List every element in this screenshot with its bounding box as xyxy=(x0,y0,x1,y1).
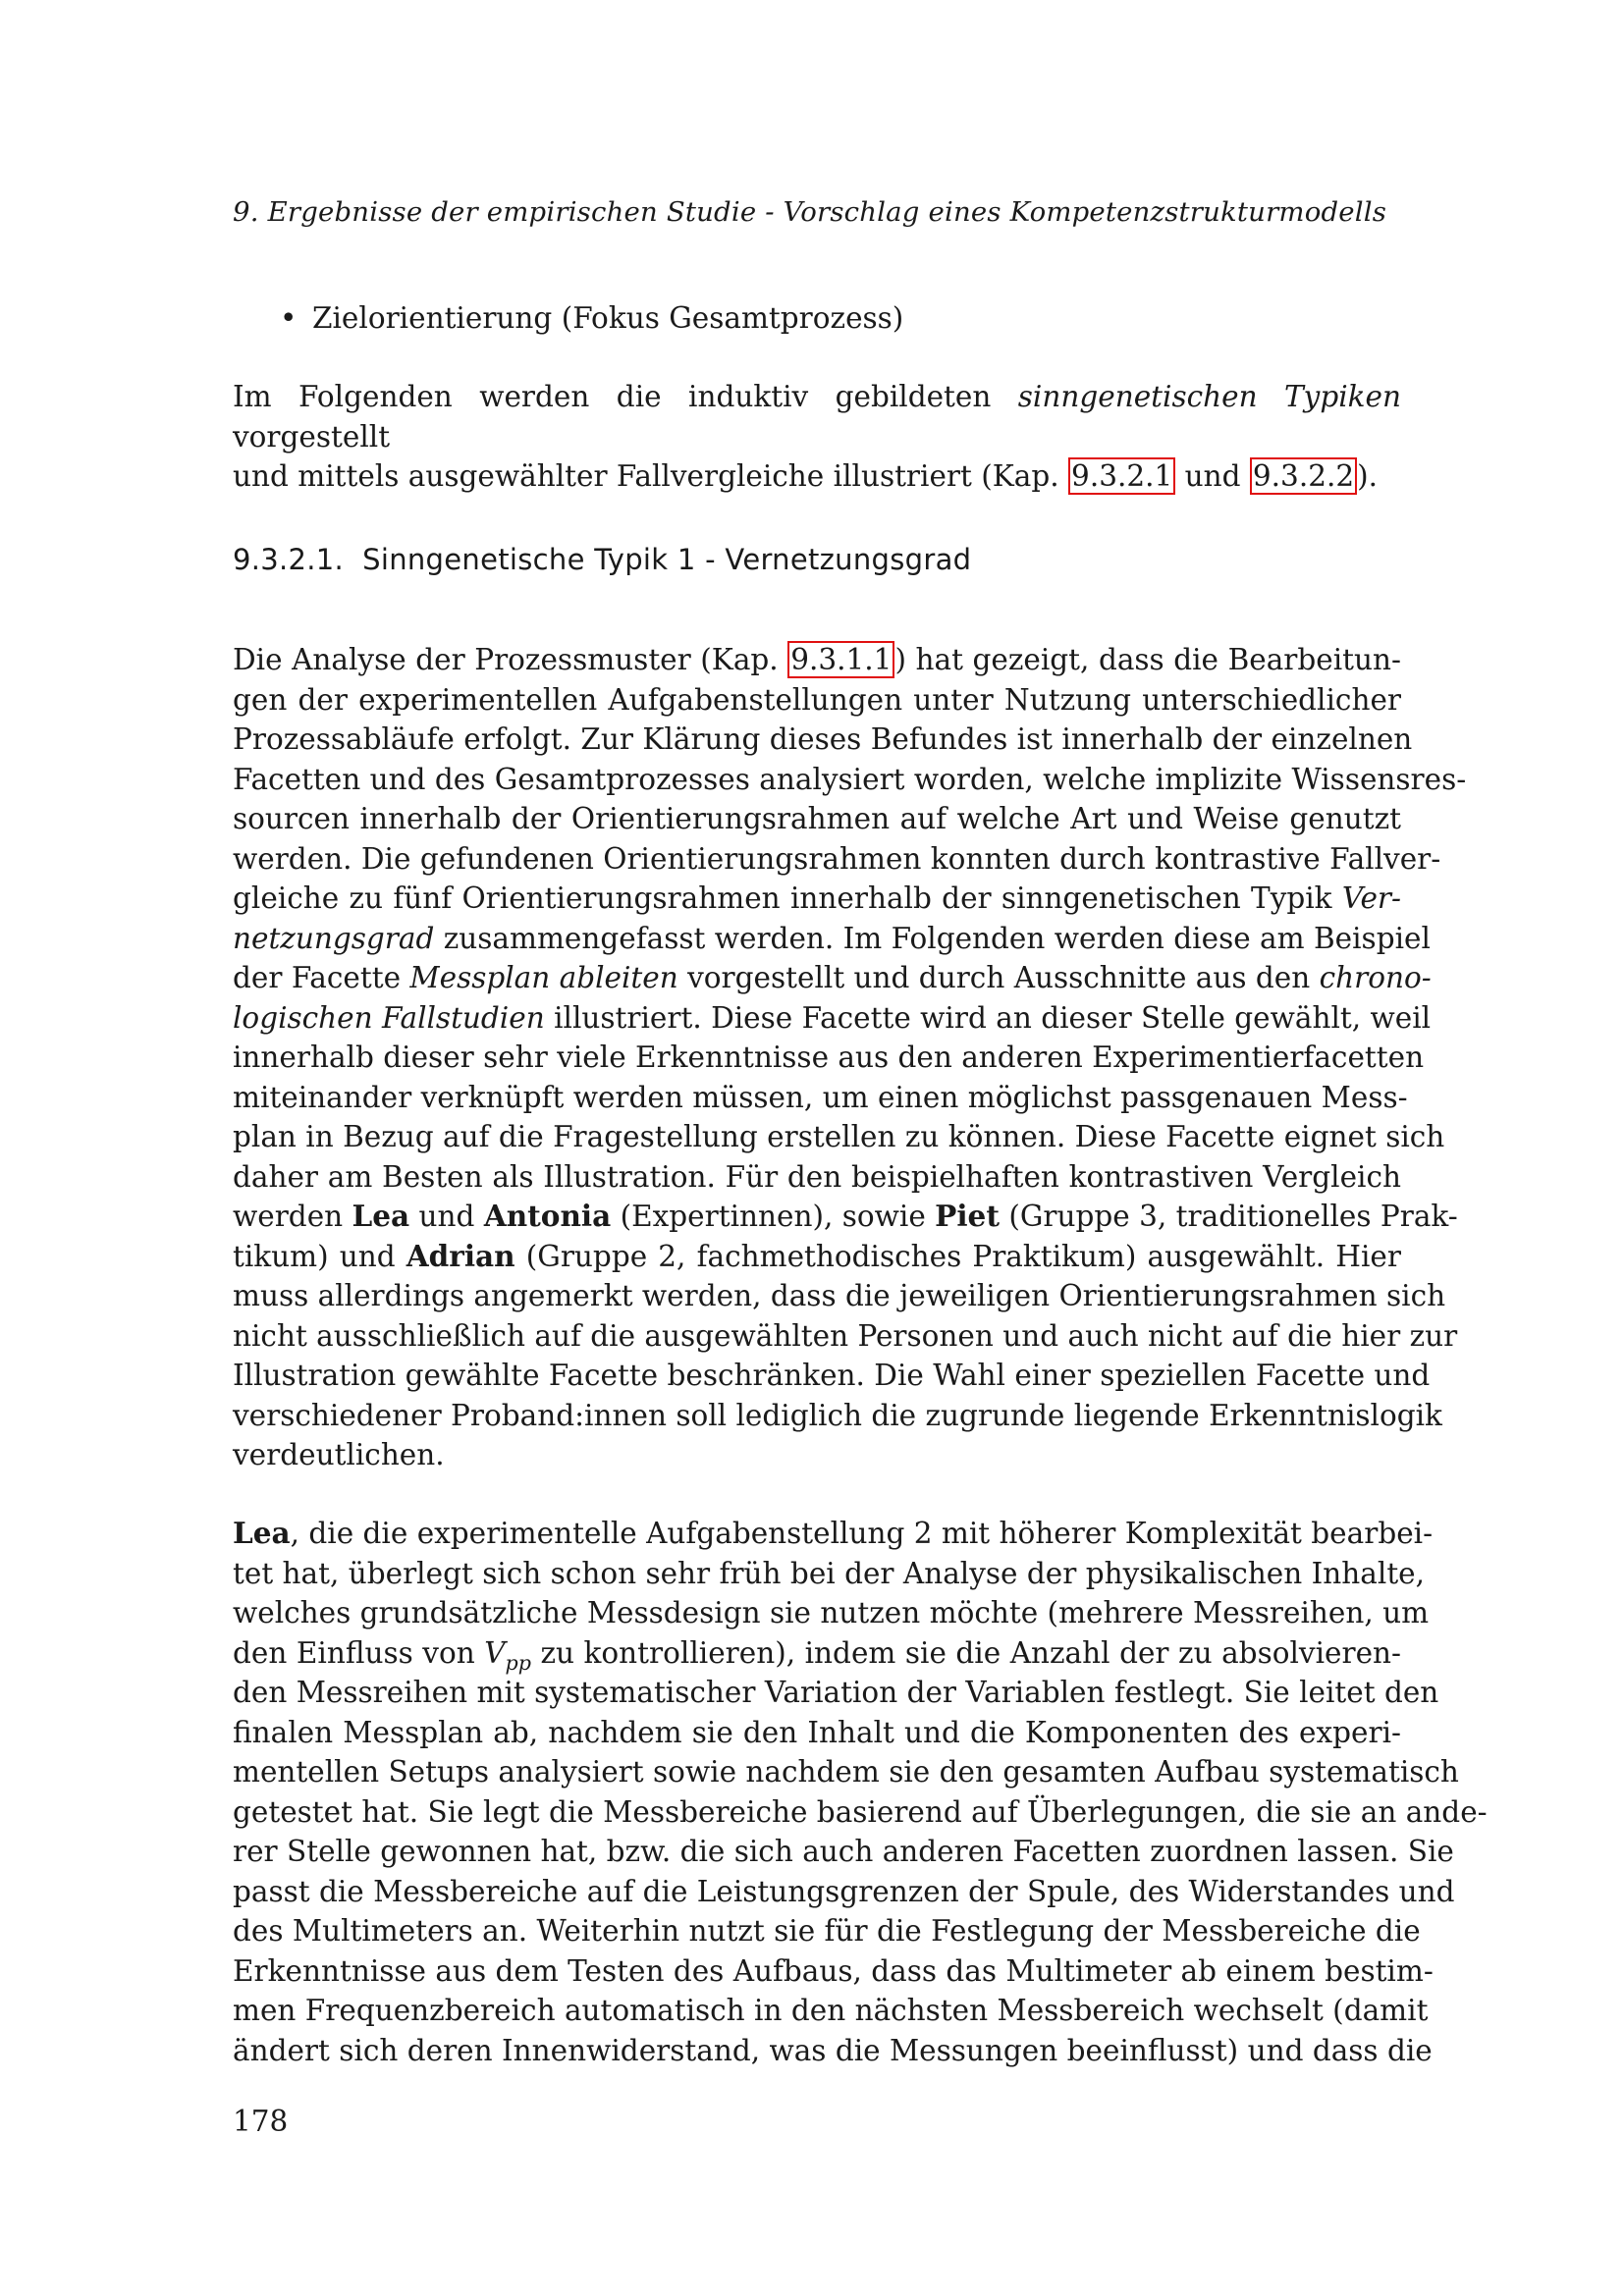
section-ref-link[interactable]: 9.3.1.1 xyxy=(787,641,894,678)
running-header: 9. Ergebnisse der empirischen Studie - Vorschlag eines Kompetenzstrukturmodells xyxy=(233,196,1387,228)
section-ref-link[interactable]: 9.3.2.1 xyxy=(1068,457,1175,495)
list-item: • Zielorientierung (Fokus Gesamtprozess) xyxy=(283,301,903,335)
section-heading: 9.3.2.1. Sinngenetische Typik 1 - Vernetzungsgrad xyxy=(233,543,972,576)
body-paragraph: Lea, die die experimentelle Aufgabenstellung 2 mit höherer Komplexität bearbei- tet hat, überlegt sich schon sehr früh bei der Analyse der physikalischen Inhalte, welches grundsätzliche Messdesign sie nutzen möchte (mehrere Messreihen, um den Einfluss von $V_{pp}$ zu kontrollieren), indem sie die Anzahl der zu absolvieren- den Messreihen mit systematischer Variation der Variablen festlegt. Sie leitet den finalen Messplan ab, nachdem sie den Inhalt und die Komponenten des experi- mentellen Setups analysiert sowie nachdem sie den gesamten Aufbau systematisch getestet hat. Sie legt die Messbereiche basierend auf Überlegungen, die sie an ande- rer Stelle gewonnen hat, bzw. die sich auch anderen Facetten zuordnen lassen. Sie passt die Messbereiche auf die Leistungsgrenzen der Spule, des Widerstandes und des Multimeters an. Weiterhin nutzt sie für die Festlegung der Messbereiche die Erkenntnisse aus dem Testen des Aufbaus, dass das Multimeter ab einem bestim- men Frequenzbereich automatisch in den nächsten Messbereich wechselt (damit ändert sich deren Innenwiderstand, was die Messungen beeinflusst) und dass die xyxy=(233,1516,1488,2067)
bullet-list xyxy=(283,301,903,335)
math-variable: $V_{pp}$ xyxy=(484,1635,531,1675)
body-paragraph: Die Analyse der Prozessmuster (Kap. 9.3.1.1 ) hat gezeigt, dass die Bearbeitun- gen der experimentellen Aufgabenstellungen unter Nutzung unterschiedlicher Prozessabläufe erfolgt. Zur Klärung dieses Befundes ist innerhalb der einzelnen Facetten und des Gesamtprozesses analysiert worden, welche implizite Wissensres- sourcen innerhalb der Orientierungsrahmen auf welche Art und Weise genutzt werden. Die gefundenen Orientierungsrahmen konnten durch kontrastive Fallver- gleiche zu fünf Orientierungsrahmen innerhalb der sinngenetischen Typik Ver- netzungsgrad zusammengefasst werden. Im Folgenden werden diese am Beispiel der Facette Messplan ableiten vorgestellt und durch Ausschnitte aus den chrono- logischen Fallstudien illustriert. Diese Facette wird an dieser Stelle gewählt, weil innerhalb dieser sehr viele Erkenntnisse aus den anderen Experimentierfacetten miteinander verknüpft werden müssen, um einen möglichst passgenauen Mess- plan in Bezug auf die Fragestellung erstellen zu können. Diese Facette eignet sich daher am Besten als Illustration. Für den beispielhaften kontrastiven Vergleich werden Lea und Antonia (Expertinnen), sowie Piet (Gruppe 3, traditionelles Prak- tikum) und Adrian (Gruppe 2, fachmethodisches Praktikum) ausgewählt. Hier muss allerdings angemerkt werden, dass die jeweiligen Orientierungsrahmen sich nicht ausschließlich auf die ausgewählten Personen und auch nicht auf die hier zur Illustration gewählte Facette beschränken. Die Wahl einer speziellen Facette und verschiedener Proband:innen soll lediglich die zugrunde liegende Erkenntnislogik verdeutlichen. xyxy=(233,643,1467,1471)
intro-paragraph: Im Folgenden werden die induktiv gebildeten sinngenetischen Typiken vorgestellt und mittels ausgewählter Fallvergleiche illustriert (Kap. 9.3.2.1 und 9.3.2.2 ). xyxy=(233,380,1402,493)
page-number: 178 xyxy=(233,2105,289,2138)
section-ref-link[interactable]: 9.3.2.2 xyxy=(1250,457,1357,495)
